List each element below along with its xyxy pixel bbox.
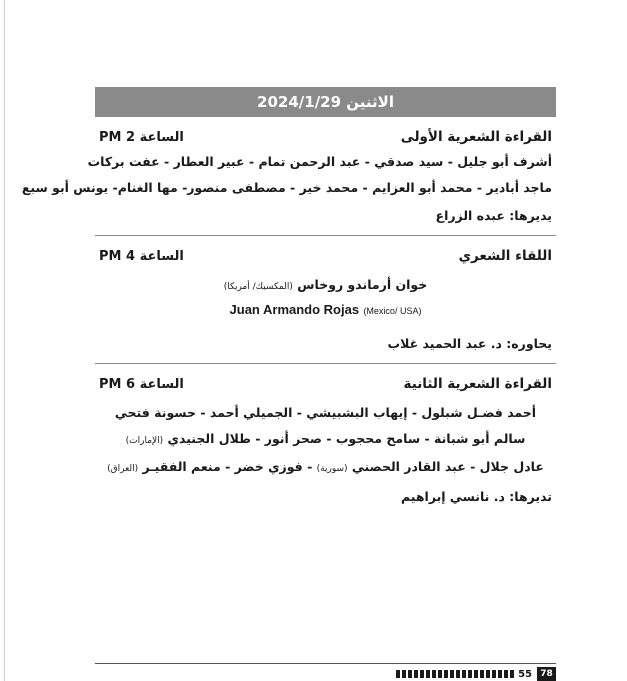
footer — [95, 667, 556, 681]
moderator: يديرها: عبده الزراع — [435, 208, 552, 223]
participants-text: عادل جلال - عبد القادر الحصني — [351, 459, 544, 474]
session-time: الساعة 4 PM — [99, 248, 184, 264]
session-title: القراءة الشعرية الثانية — [403, 376, 552, 392]
guest-name-en: Juan Armando Rojas — [229, 302, 360, 317]
moderator: تديرها: د. نانسي إبراهيم — [400, 489, 552, 504]
guest-name-ar: خوان أرماندو روخاس — [297, 277, 428, 292]
country-note: (سورية) — [316, 464, 348, 474]
guest-country-en: (Mexico/ USA) — [363, 306, 422, 316]
session-header — [99, 244, 552, 268]
participants-line — [99, 426, 552, 454]
schedule-page — [21, 87, 556, 516]
participants-text: - فوزي خضر - منعم الفقيـر — [142, 459, 313, 474]
participants-line — [99, 454, 552, 482]
footer-rule — [95, 663, 556, 664]
guest-latin — [99, 300, 552, 321]
guest-arabic — [99, 272, 552, 300]
session-title: القراءة الشعرية الأولى — [400, 129, 552, 145]
participants-line: ماجد أبادير - محمد أبو العزايم - محمد خير - مصطفى منصور- مها الغنام- يونس أبو سبع — [21, 180, 552, 195]
session-time: الساعة 2 PM — [99, 129, 184, 145]
country-note: (العراق) — [107, 464, 139, 474]
session-header — [99, 372, 552, 396]
guest-country-ar: (المكسيك/ أمريكا) — [223, 282, 293, 292]
session-time: الساعة 6 PM — [99, 376, 184, 392]
date-header: الاثنين 2024/1/29 — [95, 87, 556, 117]
participants-line: أشرف أبو جليل - سيد صدقي - عبد الرحمن تمام - عبير العطار - عفت بركات — [87, 154, 552, 169]
left-margin-rule — [4, 0, 5, 681]
session-first-reading — [21, 117, 556, 236]
moderator: يحاوره: د. عبد الحميد غلاب — [387, 336, 552, 351]
logo-graphic — [396, 670, 514, 678]
logo-number: 55 — [518, 668, 532, 680]
participants-line: أحمد فضـل شبلول - إيهاب البشبيشي - الجميلي أحمد - حسونة فتحي — [114, 405, 537, 420]
session-title: اللقاء الشعري — [458, 248, 552, 264]
session-header — [99, 125, 552, 149]
participants-text: سالم أبو شبانة - سامح محجوب - صحر أنور - طلال الجنيدي — [167, 431, 526, 446]
session-second-reading — [95, 364, 556, 516]
page-number: 78 — [537, 667, 556, 681]
session-poetry-meeting — [95, 236, 556, 364]
festival-logo — [372, 667, 532, 681]
country-note: (الإمارات) — [125, 436, 164, 446]
